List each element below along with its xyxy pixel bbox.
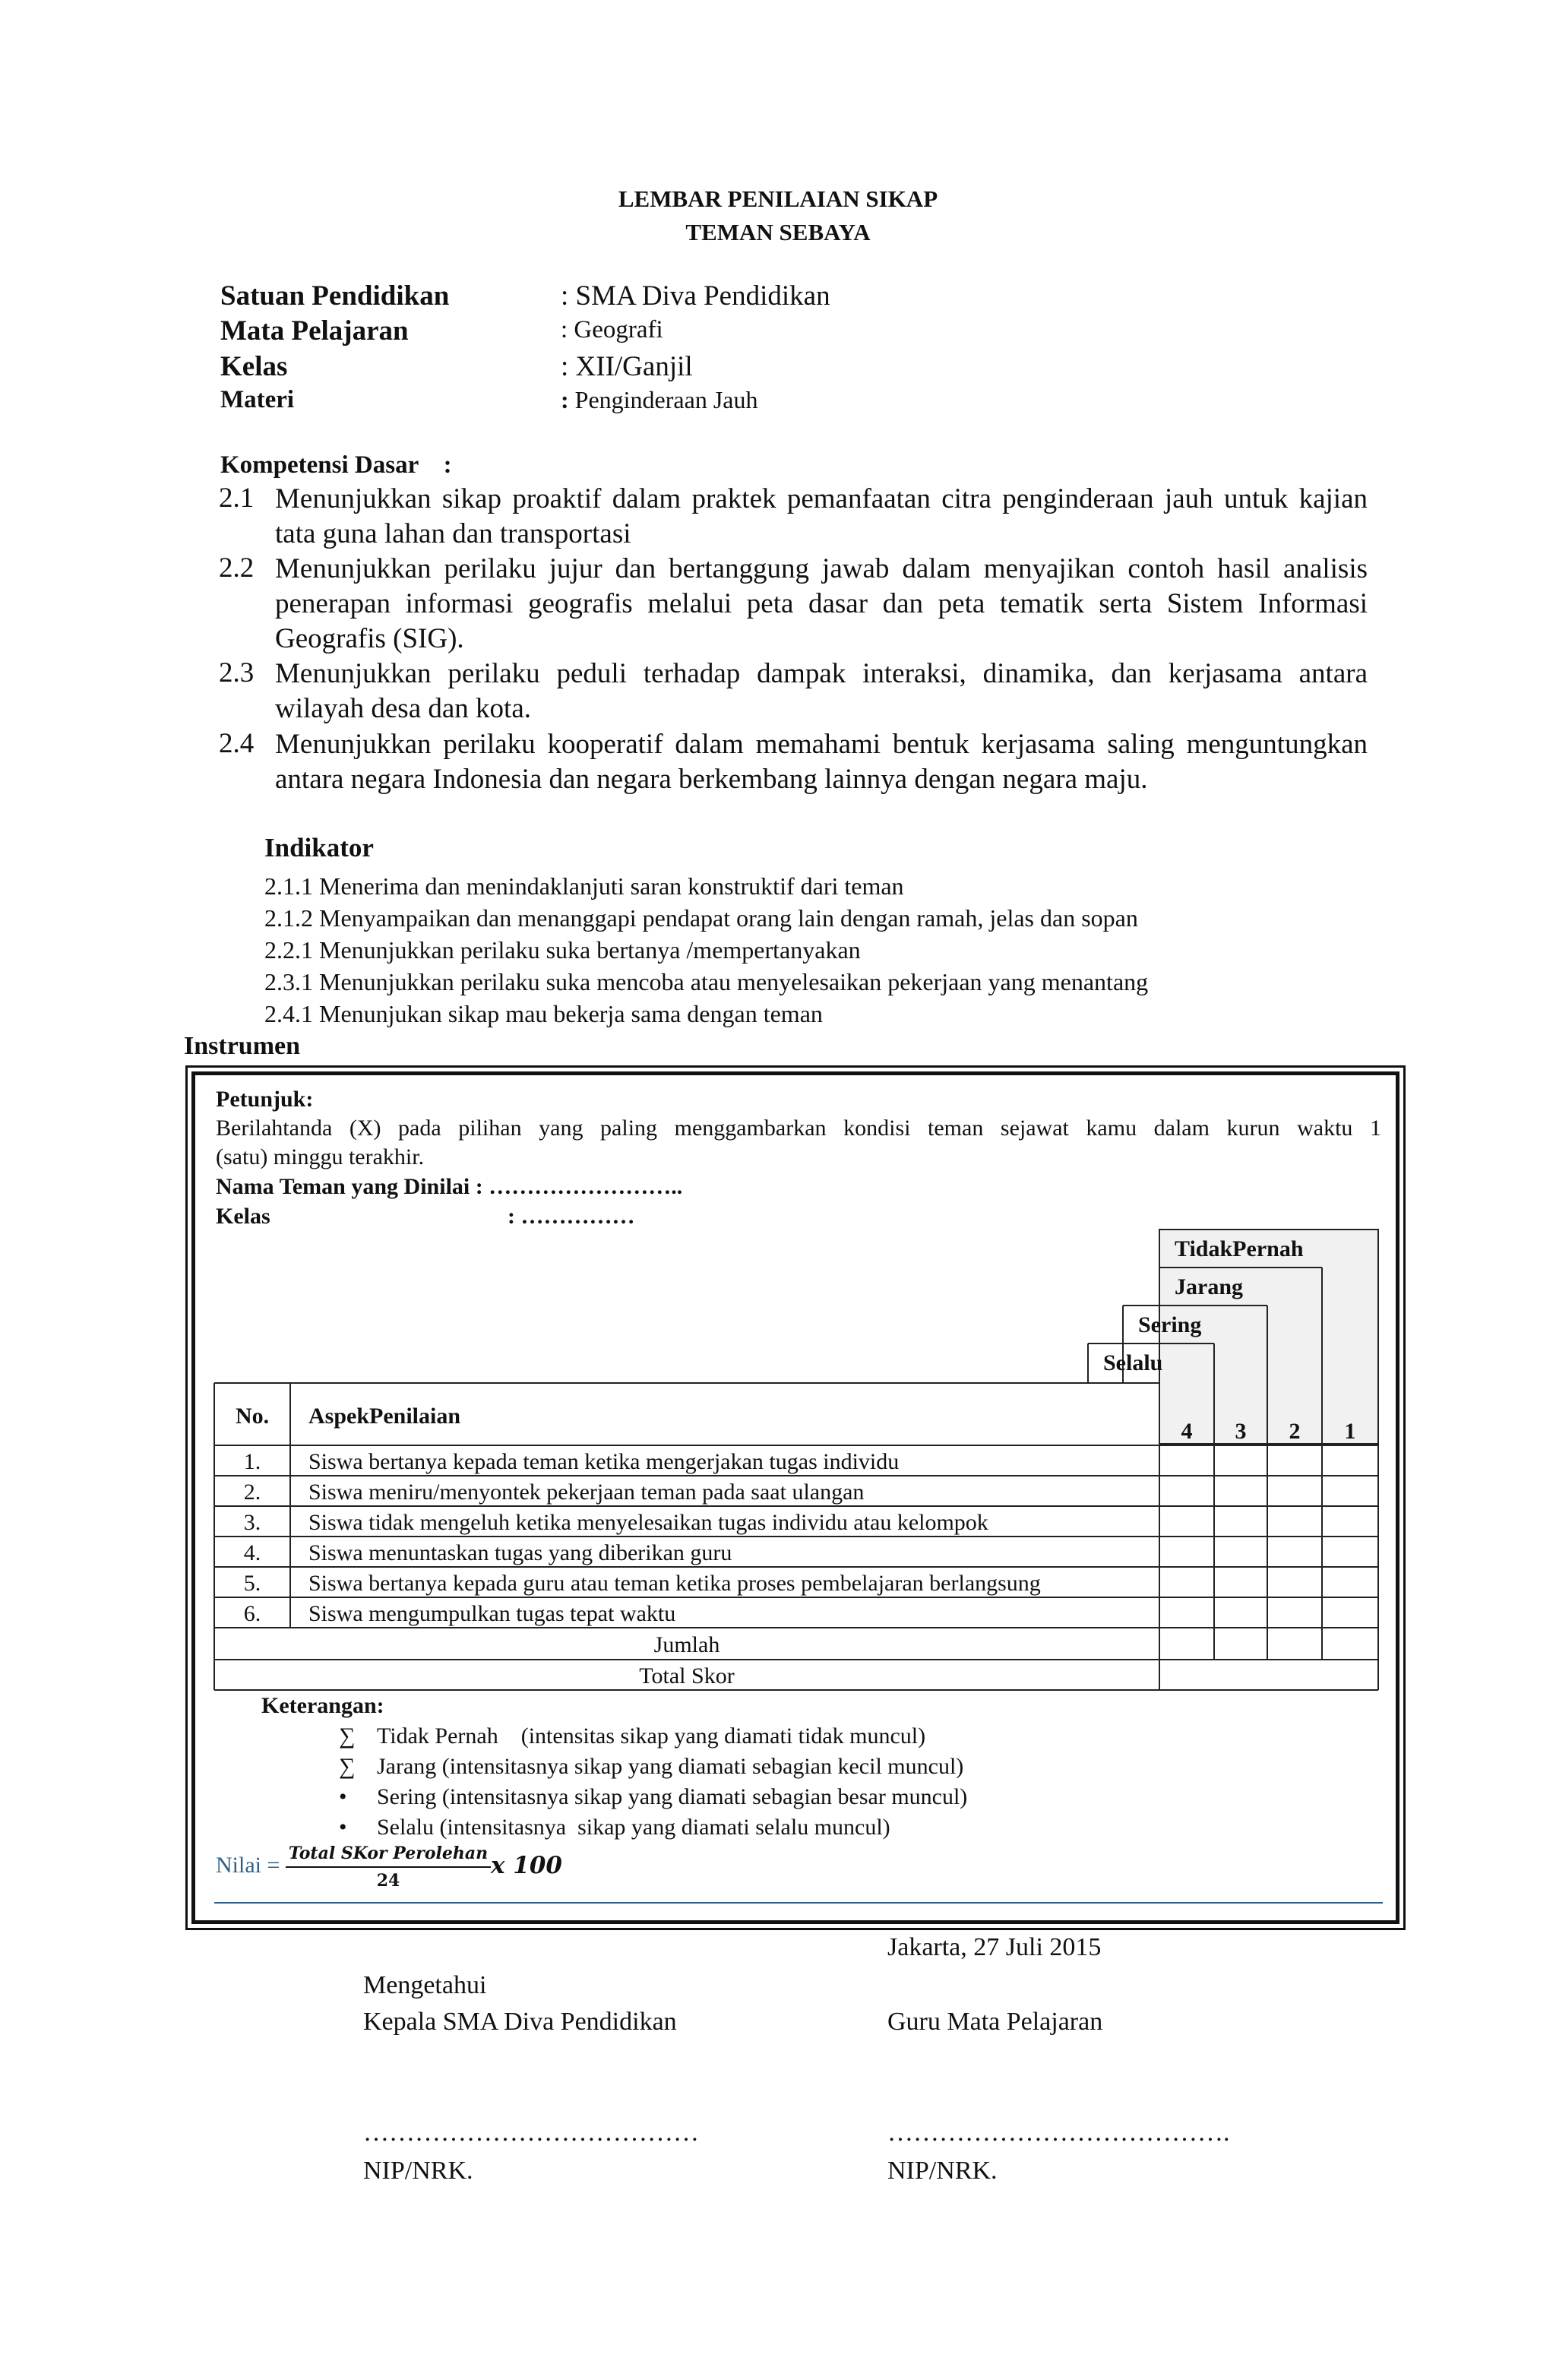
place-date: Jakarta, 27 Juli 2015: [887, 1933, 1102, 1961]
total-skor-label: Total Skor: [639, 1663, 735, 1688]
satuan-label: Satuan Pendidikan: [220, 280, 450, 312]
instrumen-label: Instrumen: [184, 1032, 301, 1060]
kd-text: Menunjukkan perilaku peduli terhadap dampak interaksi, dinamika, dan kerjasama antara wilayah desa dan kota.: [275, 658, 1368, 724]
scale-tidak-pernah: TidakPernah: [1175, 1236, 1304, 1261]
kelas-field-label: Kelas: [216, 1204, 270, 1229]
mengetahui: Mengetahui: [363, 1971, 487, 1999]
kepala-title: Kepala SMA Diva Pendidikan: [363, 2008, 677, 2036]
keterangan-item: Selalu (intensitasnya sikap yang diamati selalu muncul): [377, 1815, 890, 1840]
keterangan-label: Keterangan:: [261, 1693, 384, 1718]
row-aspek: Siswa tidak mengeluh ketika menyelesaikan tugas individu atau kelompok: [308, 1510, 988, 1535]
row-no: 1.: [243, 1449, 261, 1474]
kd-number: 2.1: [219, 483, 255, 514]
kd-number: 2.4: [219, 728, 255, 759]
row-no: 6.: [243, 1601, 261, 1626]
kd-text: Menunjukkan sikap proaktif dalam praktek pemanfaatan citra penginderaan jauh untuk kajian tata guna lahan dan transportasi: [275, 483, 1368, 549]
score-4: 4: [1181, 1419, 1193, 1444]
kd-text: Menunjukkan perilaku kooperatif dalam memahami bentuk kerjasama saling menguntungkan antara negara Indonesia dan negara berkembang lainnya dengan negara maju.: [275, 729, 1368, 795]
indikator-item: 2.4.1 Menunjukan sikap mau bekerja sama dengan teman: [264, 1000, 823, 1027]
nilai-label: Nilai =: [216, 1853, 280, 1878]
mapel-value: : Geografi: [561, 316, 663, 343]
row-no: 4.: [243, 1540, 261, 1565]
kd-number: 2.3: [219, 657, 255, 688]
row-no: 3.: [243, 1510, 261, 1535]
petunjuk-label: Petunjuk:: [216, 1087, 314, 1112]
nilai-denominator: 24: [376, 1871, 400, 1891]
guru-title: Guru Mata Pelajaran: [887, 2008, 1103, 2036]
keterangan-item: Sering (intensitasnya sikap yang diamati sebagian besar muncul): [377, 1784, 968, 1809]
row-aspek: Siswa meniru/menyontek pekerjaan teman pada saat ulangan: [308, 1480, 865, 1505]
row-no: 5.: [243, 1571, 261, 1596]
score-1: 1: [1344, 1419, 1356, 1444]
signature-line-left: …………………………………: [363, 2119, 699, 2147]
indikator-item: 2.3.1 Menunjukkan perilaku suka mencoba atau menyelesaikan pekerjaan yang menantang: [264, 968, 1149, 995]
materi-label: Materi: [220, 386, 295, 413]
row-aspek: Siswa menuntaskan tugas yang diberikan guru: [308, 1540, 732, 1565]
row-aspek: Siswa bertanya kepada teman ketika mengerjakan tugas individu: [308, 1449, 900, 1474]
formula-divider: [214, 1902, 1383, 1904]
materi-value: : Penginderaan Jauh: [561, 386, 758, 413]
dot-bullet-icon: •: [339, 1784, 347, 1809]
document-title-line1: LEMBAR PENILAIAN SIKAP: [618, 185, 938, 212]
row-aspek: Siswa mengumpulkan tugas tepat waktu: [308, 1601, 676, 1626]
nip-right: NIP/NRK.: [887, 2157, 998, 2185]
sigma-bullet-icon: ∑: [339, 1723, 356, 1749]
dot-bullet-icon: •: [339, 1815, 347, 1840]
kd-number: 2.2: [219, 552, 255, 584]
indikator-item: 2.1.1 Menerima dan menindaklanjuti saran konstruktif dari teman: [264, 872, 904, 900]
signature-line-right: ………………………………….: [887, 2119, 1230, 2147]
petunjuk-line2: (satu) minggu terakhir.: [216, 1144, 425, 1169]
mapel-label: Mata Pelajaran: [220, 315, 409, 347]
scale-jarang: Jarang: [1175, 1274, 1243, 1299]
col-aspek-header: AspekPenilaian: [308, 1404, 461, 1429]
row-no: 2.: [243, 1480, 261, 1505]
indikator-item: 2.2.1 Menunjukkan perilaku suka bertanya /mempertanyakan: [264, 936, 861, 964]
scale-sering: Sering: [1138, 1312, 1202, 1337]
nip-left: NIP/NRK.: [363, 2157, 473, 2185]
nilai-numerator: Total SKor Perolehan: [288, 1844, 489, 1863]
indikator-item: 2.1.2 Menyampaikan dan menanggapi pendapat orang lain dengan ramah, jelas dan sopan: [264, 904, 1138, 932]
row-aspek: Siswa bertanya kepada guru atau teman ketika proses pembelajaran berlangsung: [308, 1571, 1041, 1596]
satuan-value: : SMA Diva Pendidikan: [561, 280, 830, 312]
keterangan-item: Tidak Pernah (intensitas sikap yang diamati tidak muncul): [377, 1723, 926, 1749]
kd-text: Menunjukkan perilaku jujur dan bertanggung jawab dalam menyajikan contoh hasil analisis penerapan informasi geografis melalui peta dasar dan peta tematik serta Sistem Informasi Geografis (SIG).: [275, 553, 1368, 654]
score-2: 2: [1289, 1419, 1301, 1444]
kelas-value: : XII/Ganjil: [561, 351, 693, 382]
kelas-field-value: : ……………: [508, 1204, 635, 1229]
nilai-times: x 100: [491, 1852, 562, 1879]
col-no-header: No.: [236, 1404, 270, 1429]
sigma-bullet-icon: ∑: [339, 1754, 356, 1779]
indikator-label: Indikator: [264, 833, 374, 862]
keterangan-item: Jarang (intensitasnya sikap yang diamati sebagian kecil muncul): [377, 1754, 964, 1779]
nama-teman-field: Nama Teman yang Dinilai : ……………………..: [216, 1174, 683, 1199]
score-3: 3: [1235, 1419, 1247, 1444]
petunjuk-line1: Berilahtanda (X) pada pilihan yang paling menggambarkan kondisi teman sejawat kamu dalam kurun waktu 1: [216, 1116, 1381, 1141]
kompetensi-label: Kompetensi Dasar :: [220, 451, 452, 479]
kelas-label: Kelas: [220, 351, 288, 382]
jumlah-label: Jumlah: [653, 1632, 720, 1657]
fraction-line: [286, 1866, 491, 1868]
scale-selalu: Selalu: [1103, 1350, 1163, 1375]
document-title-line2: TEMAN SEBAYA: [685, 219, 871, 245]
